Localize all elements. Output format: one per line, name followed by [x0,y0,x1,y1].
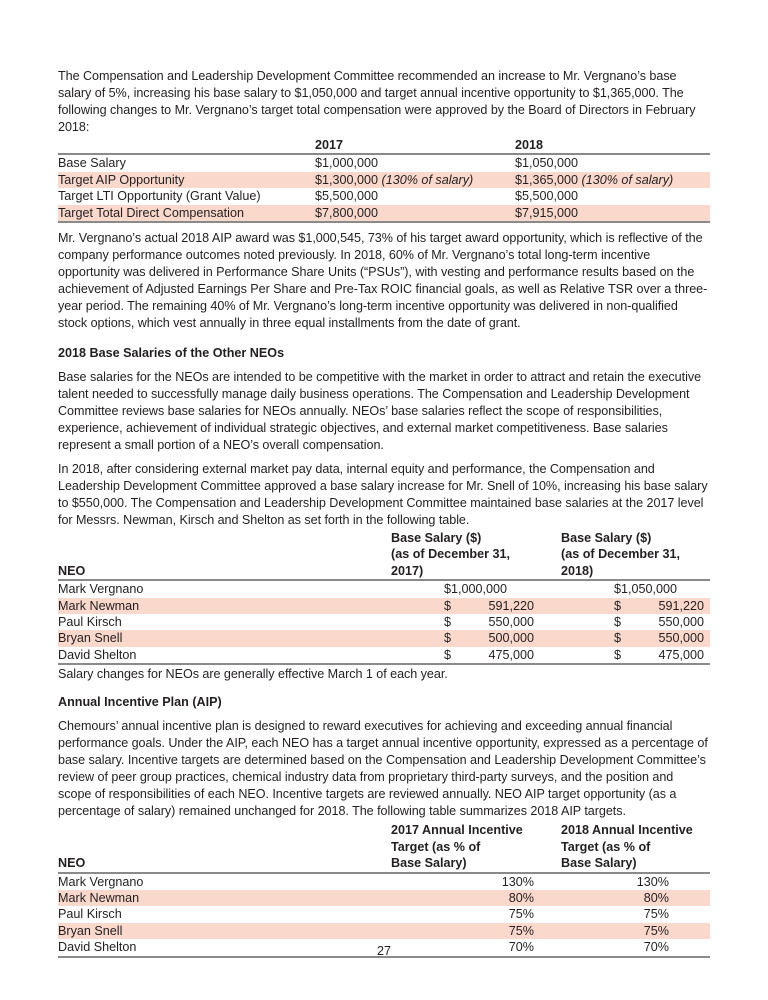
table-row [58,614,710,630]
table-row [58,188,710,204]
salary-footnote: Salary changes for NEOs are generally effective March 1 of each year. [58,667,448,682]
intro-paragraph: The Compensation and Leadership Development Committee recommended an increase to Mr. Vergnano’s base salary of 5%, increasing his base salary to $1,050,000 and target annual incentive opportunity to $1,365,000. The following changes to Mr. Vergnano’s target total compensation were approved by the Board of Directors in February 2018: [58,69,696,134]
neo-name: Paul Kirsch [58,907,122,922]
column-header-neo: NEO [58,563,86,578]
table-header-row [58,137,710,154]
neo-name: David Shelton [58,940,137,955]
value-2018: $7,915,000 [515,205,710,222]
target-2017: 80% [391,890,561,906]
aip-paragraph: Chemours’ annual incentive plan is designed to reward executives for achieving and exceeding annual financial performance goals. Under the AIP, each NEO has a target annual incentive opportunity, expressed as a percentage of base salary. Incentive targets are determined based on the Compensation and Leadership Development Committee’s review of peer group practices, chemical industry data from proprietary third-party surveys, and the position and scope of responsibilities of each NEO. Incentive targets are reviewed annually. NEO AIP target opportunity (as a percentage of salary) remained unchanged for 2018. The following table summarizes 2018 AIP targets. [58,719,708,819]
aip-heading: Annual Incentive Plan (AIP) [58,695,222,710]
salary-2017: $ 475,000 [444,647,534,662]
table-row [58,873,710,890]
salary-2017: $ 591,220 [391,598,561,614]
column-header [58,137,315,154]
value-2017: $1,300,000 (130% of salary) [315,172,515,188]
table-row [58,598,710,614]
row-label: Target Total Direct Compensation [58,205,315,222]
salary-2018: $ 550,000 [561,630,710,646]
neo-name: Paul Kirsch [58,615,122,630]
target-2018: 75% [643,907,669,922]
aip-target-table [58,822,710,957]
row-label: Target LTI Opportunity (Grant Value) [58,189,261,204]
salary-2018: $ 591,220 [561,598,710,614]
target-2018: 75% [561,923,710,939]
table-row [58,906,710,922]
table-row [58,630,710,646]
neo-name: David Shelton [58,647,137,662]
salary-2017: $1,000,000 [444,582,508,597]
table-header-row [58,822,710,872]
neo-name: Bryan Snell [58,923,391,939]
table-row [58,890,710,906]
salary-2018: $1,050,000 [614,582,678,597]
row-label: Base Salary [58,156,126,171]
target-2017: 70% [508,940,534,955]
neo-name: Bryan Snell [58,630,391,646]
table-row [58,205,710,222]
target-2018: 80% [561,890,710,906]
target-2018: 70% [643,940,669,955]
target-2017: 75% [508,907,534,922]
document-page [58,68,710,958]
target-2017: 75% [391,923,561,939]
value-2017: $5,500,000 [315,189,379,204]
base-salaries-paragraph-2: In 2018, after considering external market pay data, internal equity and performance, the Compensation and Leadership Development Committee approved a base salary increase for Mr. Snell of 10%, increasing his base salary to $550,000. The Compensation and Leadership Development Committee maintained base salaries at the 2017 level for Messrs. Newman, Kirsch and Shelton as set forth in the following table. [58,462,708,528]
value-2017: $1,000,000 [315,156,379,171]
value-2018: $1,365,000 (130% of salary) [515,172,710,188]
base-salaries-heading: 2018 Base Salaries of the Other NEOs [58,346,285,361]
salary-2018: $ 550,000 [614,615,704,630]
salary-2017: $ 500,000 [391,630,561,646]
salary-2017: $ 550,000 [444,615,534,630]
column-header-2017: Base Salary ($) (as of December 31, 2017) [391,531,510,578]
compensation-table [58,137,710,223]
target-2017: 130% [501,874,534,889]
table-row [58,172,710,188]
table-row [58,923,710,939]
column-header-2017: 2017 [315,138,344,152]
salary-2018: $ 475,000 [614,647,704,662]
value-2017: $7,800,000 [315,205,515,222]
base-salaries-paragraph-1: Base salaries for the NEOs are intended to be competitive with the market in order to attract and retain the executive talent needed to successfully manage daily business operations. The Compensation and Leadership Development Committee reviews base salaries for NEOs annually. NEOs’ base salaries reflect the scope of responsibilities, experience, achievement of individual strategic objectives, and external market competitiveness. Base salaries represent a small portion of a NEO’s overall compensation. [58,370,702,453]
column-header-2017: 2017 Annual Incentive Target (as % of Base Salary) [391,823,523,871]
neo-name: Mark Newman [58,890,391,906]
column-header-2018: 2018 Annual Incentive Target (as % of Base Salary) [561,823,693,871]
column-header-2018: Base Salary ($) (as of December 31, 2018) [561,531,680,578]
table-header-row [58,530,710,580]
table-row [58,647,710,664]
table-row [58,154,710,171]
value-2018: $1,050,000 [515,156,579,171]
base-salary-table [58,530,710,665]
neo-name: Mark Vergnano [58,874,144,889]
neo-name: Mark Newman [58,598,391,614]
target-2018: 130% [636,874,669,889]
row-label: Target AIP Opportunity [58,172,315,188]
column-header-neo: NEO [58,856,86,871]
value-2018: $5,500,000 [515,189,579,204]
page-number: 27 [376,944,391,958]
column-header-2018: 2018 [515,138,544,152]
neo-name: Mark Vergnano [58,582,144,597]
aip-award-paragraph: Mr. Vergnano’s actual 2018 AIP award was $1,000,545, 73% of his target award opportunity, which is reflective of the company performance outcomes noted previously. In 2018, 60% of Mr. Vergnano’s total long-term incentive opportunity was delivered in Performance Share Units (“PSUs”), with vesting and performance results based on the achievement of Adjusted Earnings Per Share and Pre-Tax ROIC financial goals, as well as Relative TSR over a three-year period. The remaining 40% of Mr. Vergnano’s long-term incentive opportunity was delivered in non-qualified stock options, which vest annually in three equal installments from the date of grant. [58,231,708,331]
table-row [58,580,710,597]
